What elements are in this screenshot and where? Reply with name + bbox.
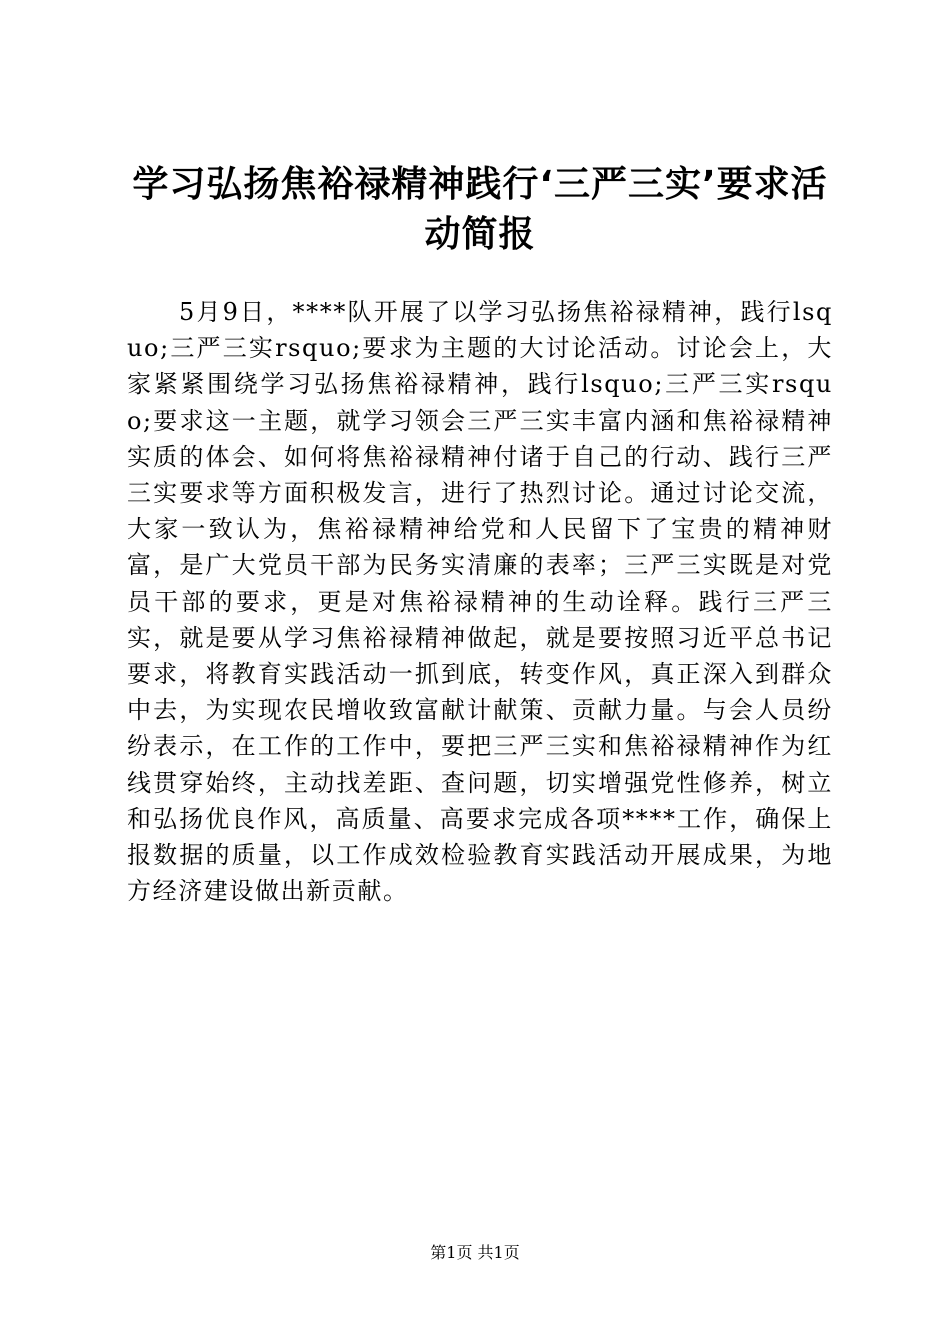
- document-title: 学习弘扬焦裕禄精神践行‘三严三实’要求活动简报: [132, 164, 828, 255]
- page-footer: 第1页 共1页: [430, 1243, 520, 1262]
- body-paragraph: 5月9日，****队开展了以学习弘扬焦裕禄精神，践行lsquo;三严三实rsquo;要求为主题的大讨论活动。讨论会上，大家紧紧围绕学习弘扬焦裕禄精神，践行lsquo;三严三实rsquo;要求这一主题，就学习领会三严三实丰富内涵和焦裕禄精神实质的体会、如何将焦裕禄精神付诸于自己的行动、践行三严三实要求等方面积极发言，进行了热烈讨论。通过讨论交流，大家一致认为，焦裕禄精神给党和人民留下了宝贵的精神财富，是广大党员干部为民务实清廉的表率；三严三实既是对党员干部的要求，更是对焦裕禄精神的生动诠释。践行三严三实，就是要从学习焦裕禄精神做起，就是要按照习近平总书记要求，将教育实践活动一抓到底，转变作风，真正深入到群众中去，为实现农民增收致富献计献策、贡献力量。与会人员纷纷表示，在工作的工作中，要把三严三实和焦裕禄精神作为红线贯穿始终，主动找差距、查问题，切实增强党性修养，树立和弘扬优良作风，高质量、高要求完成各项****工作，确保上报数据的质量，以工作成效检验教育实践活动开展成果，为地方经济建设做出新贡献。: [127, 298, 833, 906]
